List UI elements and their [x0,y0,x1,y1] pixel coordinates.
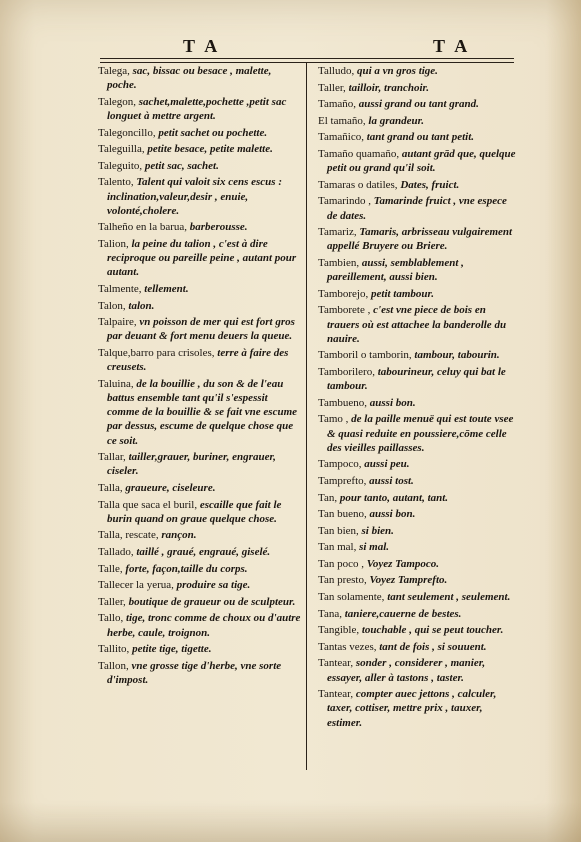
definition: tant seulement , seulement. [387,591,511,604]
dictionary-entry [318,557,516,571]
definition: compter auec jettons , calculer, taxer, cottiser, mettre prix , tauxer, estimer. [327,688,497,729]
definition: Voyez Tampoco. [366,557,440,570]
dictionary-entry [98,159,302,173]
dictionary-entry [318,457,516,471]
headword: Tan, [318,491,338,504]
dictionary-entry [318,287,516,301]
dictionary-entry [98,481,302,495]
definition: taillé , graué, engraué, giselé. [136,545,271,558]
definition: qui a vn gros tige. [356,65,438,77]
headword: Talque,barro para crisoles, [98,346,215,359]
headword: Tan bueno, [318,508,367,521]
definition: tant de fois , si souuent. [379,640,487,653]
headword: Talpaire, [98,316,137,329]
headword: Talle, [98,562,123,575]
headword: Tallar, [98,451,126,464]
definition: petit sac, sachet. [144,159,219,172]
definition: si bien. [361,524,394,537]
definition: aussi bon. [369,508,416,521]
headword: Talla, rescate, [98,529,159,542]
headword: Talheño en la barua, [98,221,188,234]
headword: Tantas vezes, [318,640,377,653]
headword: Tambueno, [318,396,368,409]
headword: Tamborilero, [318,365,375,378]
dictionary-entry [318,507,516,521]
definition: terre à faire des creusets. [107,346,289,374]
headword: Tan presto, [318,574,367,587]
page-shadow [0,802,581,842]
definition: tellement. [144,282,189,295]
definition: forte, façon,taille du corps. [125,562,248,575]
definition: sac, bissac ou besace , malette, poche. [107,65,272,92]
dictionary-entry [98,299,302,313]
dictionary-entry [318,623,516,637]
headword: Tamañico, [318,131,364,144]
dictionary-entry [98,528,302,542]
definition: touchable , qui se peut toucher. [361,624,504,637]
dictionary-entry [98,142,302,156]
dictionary-entry [98,562,302,576]
dictionary-entry [318,590,516,604]
dictionary-entry [318,130,516,144]
headword: Tan solamente, [318,591,385,604]
definition: barberousse. [189,221,248,234]
headword: Tamaño quamaño, [318,147,400,160]
definition: autant grād que, quelque petit ou grand qu'il soit. [327,147,516,175]
definition: la grandeur. [368,114,425,127]
definition: petit sachet ou pochette. [158,126,268,139]
dictionary-entry [318,524,516,538]
dictionary-entry [318,573,516,587]
definition: produire sa tige. [176,579,251,592]
column-divider [306,62,307,770]
headword: Taller, [98,595,126,608]
dictionary-entry [98,175,302,218]
headword: Tantear, [318,657,354,670]
dictionary-entry [318,256,516,284]
dictionary-entry [98,377,302,448]
headword: Tan poco , [318,557,364,570]
headword: Talegon, [98,95,137,108]
definition: tige, tronc comme de choux ou d'autre herbe, caule, troignon. [107,612,301,639]
headword: Talla, [98,481,123,494]
dictionary-entry [318,540,516,554]
definition: aussi bon. [369,396,416,409]
headword: Tamaño, [318,98,357,111]
headword: Taleguito, [98,159,143,172]
dictionary-entry [318,81,516,95]
dictionary-entry [318,491,516,505]
dictionary-entry [318,640,516,654]
headword: Tallon, [98,659,129,672]
dictionary-entry [318,303,516,346]
headword: Talento, [98,176,134,189]
headword: Tamo , [318,413,349,426]
dictionary-entry [318,687,516,730]
headword: Tamboril o tamborin, [318,349,412,362]
headword: Tana, [318,607,342,620]
definition: Talent qui valoit six cens escus : inclination,valeur,desir , enuie, volonté,cholere. [107,176,282,217]
dictionary-entry [98,498,302,526]
dictionary-entry [98,450,302,478]
dictionary-entry [318,474,516,488]
definition: pour tanto, autant, tant. [339,491,449,504]
dictionary-entry [318,194,516,222]
headword: Tamprefto, [318,474,367,487]
headword: Taleguilla, [98,143,145,156]
dictionary-entry [98,545,302,559]
dictionary-entry [98,282,302,296]
left-column [98,64,302,690]
dictionary-entry [98,64,302,92]
running-head-right: T A [433,36,471,56]
headword: Tampoco, [318,458,362,471]
header-rule-top [100,58,514,59]
dictionary-entry [98,659,302,687]
dictionary-entry [318,348,516,362]
definition: rançon. [161,529,197,542]
dictionary-entry [98,578,302,592]
definition: tailler,grauer, buriner, engrauer, ciseler. [107,451,276,478]
definition: petit tambour. [371,287,434,300]
headword: Tallito, [98,643,130,656]
dictionary-entry [318,114,516,128]
dictionary-entry [98,346,302,374]
definition: sachet,malette,pochette ,petit sac longuet à mettre argent. [107,95,287,122]
definition: tambour, tabourin. [414,349,500,362]
headword: Tamborejo, [318,287,369,300]
dictionary-entry [98,595,302,609]
definition: aussi, semblablement , pareillement, aussi bien. [327,256,464,284]
definition: taniere,cauerne de bestes. [344,607,462,620]
definition: talon. [128,299,155,312]
headword: Talega, [98,65,130,77]
header-rule-bottom [100,62,514,63]
dictionary-entry [318,178,516,192]
dictionary-entry [318,365,516,393]
headword: Tallado, [98,545,134,558]
headword: Talion, [98,237,129,250]
dictionary-entry [98,315,302,343]
headword: Tamarindo , [318,195,371,208]
headword: Tallecer la yerua, [98,579,174,592]
definition: de la bouillie , du son & de l'eau battus ensemble tant qu'il s'espessit comme de la bouillie & se fait vne escume par dessus, escume de quelque chose que ce soit. [107,377,298,447]
dictionary-entry [98,95,302,123]
definition: aussi grand ou tant grand. [358,98,479,111]
definition: sonder , considerer , manier, essayer, aller à tastons , taster. [327,657,486,684]
headword: El tamaño, [318,114,366,127]
dictionary-entry [318,656,516,684]
headword: Taller, [318,81,346,94]
headword: Talmente, [98,282,142,295]
dictionary-entry [318,607,516,621]
headword: Tamborete , [318,304,371,317]
definition: aussi peu. [364,458,410,471]
headword: Talludo, [318,65,355,77]
dictionary-entry [318,225,516,253]
definition: Dates, fruict. [400,178,460,191]
definition: vn poisson de mer qui est fort gros par deuant & fort menu deuers la queue. [107,316,295,343]
headword: Talla que saca el buril, [98,498,198,511]
dictionary-entry [98,126,302,140]
dictionary-entry [98,220,302,234]
definition: petite besace, petite malette. [147,143,273,156]
headword: Tambien, [318,256,360,269]
definition: tailloir, tranchoir. [348,81,429,94]
definition: tant grand ou tant petit. [366,131,474,144]
dictionary-entry [318,147,516,175]
definition: c'est vne piece de bois en trauers où est attachee la banderolle du nauire. [327,304,507,345]
definition: petite tige, tigette. [132,643,212,656]
dictionary-entry [318,396,516,410]
headword: Tan mal, [318,541,357,554]
right-column [318,64,516,732]
definition: Voyez Tamprefto. [369,574,448,587]
dictionary-entry [98,237,302,280]
definition: de la paille menuë qui est toute vsee & quasi reduite en poussiere,cōme celle des vieilles paillasses. [327,413,514,454]
dictionary-entry [98,611,302,639]
dictionary-entry [318,412,516,455]
definition: si mal. [359,541,390,554]
definition: boutique de graueur ou de sculpteur. [128,595,296,608]
headword: Tangible, [318,624,360,637]
dictionary-entry [318,64,516,78]
dictionary-entry [318,97,516,111]
definition: escaille que fait le burin quand on graue quelque chose. [107,498,282,525]
headword: Tantear, [318,688,354,701]
definition: la peine du talion , c'est à dire reciproque ou pareille peine , autant pour autant. [107,237,297,279]
headword: Tamaras o datiles, [318,178,398,191]
definition: tabourineur, celuy qui bat le tambour. [327,365,506,393]
headword: Talegoncillo, [98,126,156,139]
definition: Tamaris, arbrisseau vulgairement appellé Bruyere ou Briere. [327,226,513,253]
definition: vne grosse tige d'herbe, vne sorte d'impost. [107,659,282,686]
definition: graueure, ciseleure. [125,481,216,494]
headword: Tan bien, [318,524,359,537]
dictionary-entry [98,642,302,656]
headword: Taluina, [98,377,134,390]
running-head-left: T A [183,36,221,56]
headword: Tamariz, [318,226,357,239]
headword: Tallo, [98,612,124,625]
headword: Talon, [98,299,126,312]
definition: Tamarinde fruict , vne espece de dates. [327,195,507,222]
definition: aussi tost. [369,474,414,487]
